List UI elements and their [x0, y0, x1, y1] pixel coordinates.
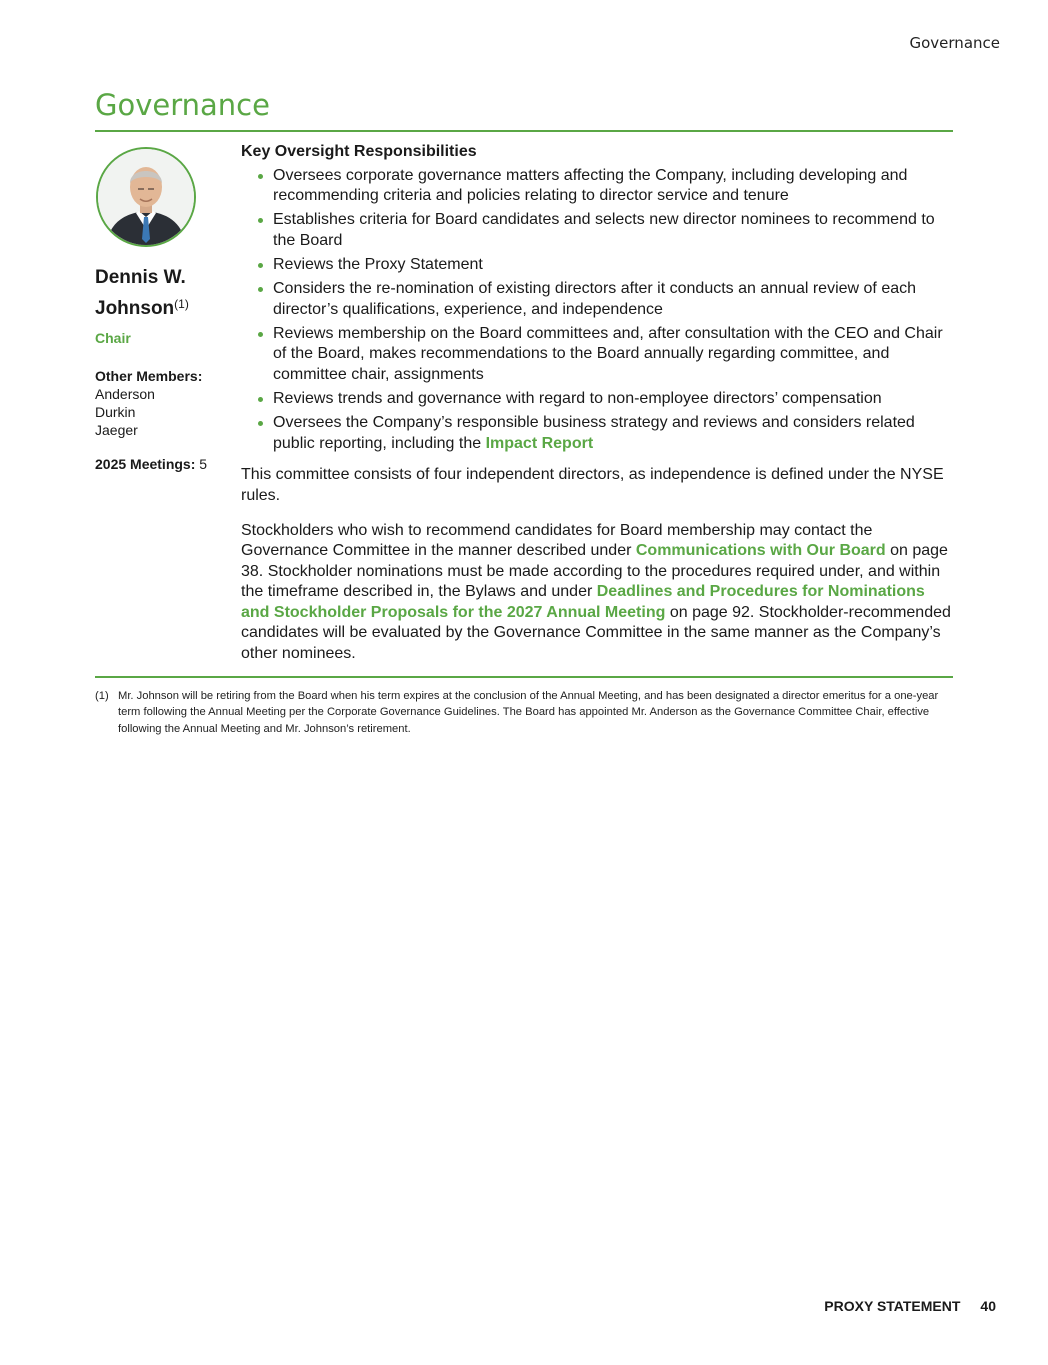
page-number: 40	[980, 1298, 996, 1314]
list-item: Establishes criteria for Board candidates and selects new director nominees to recommend to the Board	[241, 210, 955, 251]
meetings-value: 5	[199, 456, 208, 472]
member-role: Chair	[95, 330, 131, 346]
bullet-icon	[258, 263, 263, 268]
committee-details	[241, 142, 955, 665]
bullet-icon	[258, 174, 263, 179]
footnote-marker: (1)	[95, 690, 109, 702]
responsibilities-heading: Key Oversight Responsibilities	[241, 143, 477, 160]
nominations-paragraph: Stockholders who wish to recommend candidates for Board membership may contact the Governance Committee in the manner described under Communications with Our Board on page 38. Stockholder nominations must be made according to the procedures required under, and within the timeframe described in, the Bylaws and under Deadlines and Procedures for Nominations and Stockholder Proposals for the 2027 Annual Meeting on page 92. Stockholder-recommended candidates will be evaluated by the Governance Committee in the same manner as the Company’s other nominees.	[241, 521, 951, 663]
bullet-icon	[258, 421, 263, 426]
footer-label: PROXY STATEMENT	[824, 1298, 961, 1314]
other-member: Anderson	[95, 386, 155, 402]
other-members-list	[95, 385, 230, 439]
responsibilities-list	[241, 166, 955, 455]
other-member: Durkin	[95, 404, 136, 420]
meetings-label: 2025 Meetings:	[95, 456, 196, 472]
meetings-count	[95, 455, 230, 473]
list-item: Considers the re-nomination of existing directors after it conducts an annual review of each director’s qualifications, experience, and independence	[241, 279, 955, 320]
bullet-icon	[258, 397, 263, 402]
list-item: Reviews membership on the Board committees and, after consultation with the CEO and Chair of the Board, makes recommendations to the Board annually regarding committee, and committee chair, assignments	[241, 324, 955, 386]
bullet-icon	[258, 332, 263, 337]
communications-link[interactable]: Communications with Our Board	[635, 542, 886, 560]
footnote	[95, 688, 955, 737]
running-header: Governance	[909, 34, 1000, 52]
other-members-label: Other Members:	[95, 368, 203, 384]
member-card	[95, 147, 230, 473]
list-item: Oversees the Company’s responsible business strategy and reviews and considers related public reporting, including the Impact Report	[241, 413, 955, 454]
list-item: Oversees corporate governance matters affecting the Company, including developing and recommending criteria and policies relating to director service and tenure	[241, 166, 955, 207]
page-title: Governance	[95, 88, 270, 122]
independence-paragraph: This committee consists of four independent directors, as independence is defined under the NYSE rules.	[241, 466, 944, 504]
other-member: Jaeger	[95, 422, 138, 438]
page-footer	[824, 1298, 996, 1314]
impact-report-link[interactable]: Impact Report	[485, 434, 594, 452]
deadlines-link[interactable]: Deadlines and Procedures for Nominations and Stockholder Proposals for the 2027 Annual Meeting	[241, 583, 925, 621]
director-portrait	[96, 147, 196, 247]
footnote-text: Mr. Johnson will be retiring from the Board when his term expires at the conclusion of the Annual Meeting, and has been designated a director emeritus for a one-year term following the Annual Meeting per the Corporate Governance Guidelines. The Board has appointed Mr. Anderson as the Governance Committee Chair, effective following the Annual Meeting and Mr. Johnson’s retirement.	[118, 690, 939, 735]
member-name: Dennis W. Johnson$^{(1)}$	[95, 267, 189, 319]
bullet-icon	[258, 287, 263, 292]
list-item: Reviews trends and governance with regard to non-employee directors’ compensation	[241, 389, 955, 410]
footnote-reference[interactable]: (1)	[174, 297, 189, 311]
portrait-image	[98, 149, 194, 245]
list-item: Reviews the Proxy Statement	[241, 255, 955, 276]
top-divider	[95, 130, 953, 132]
bottom-divider	[95, 676, 953, 678]
bullet-icon	[258, 218, 263, 223]
